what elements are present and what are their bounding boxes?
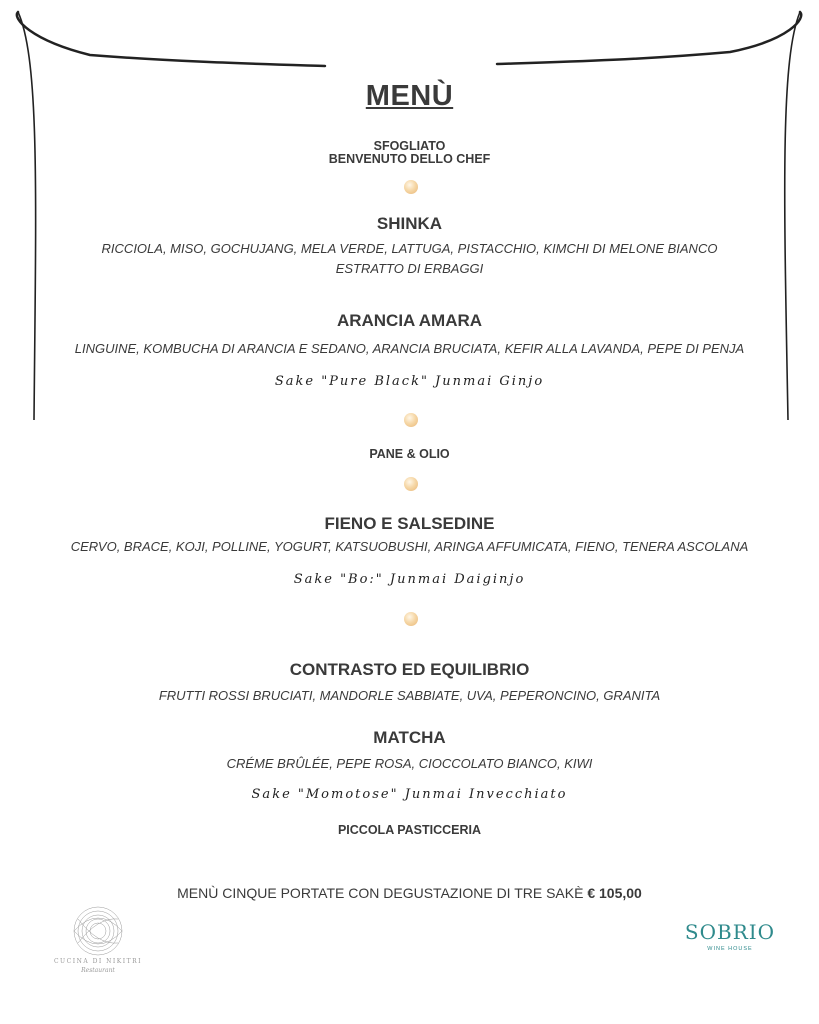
bread-course: PANE & OLIO <box>369 447 450 461</box>
course-description: CRÉME BRÛLÉE, PEPE ROSA, CIOCCOLATO BIANCO, KIWI <box>226 756 593 771</box>
separator-dot <box>404 612 418 626</box>
course-description: RICCIOLA, MISO, GOCHUJANG, MELA VERDE, LATTUGA, PISTACCHIO, KIMCHI DI MELONE BIANCO <box>101 241 718 256</box>
intro-line-2: BENVENUTO DELLO CHEF <box>328 152 491 166</box>
sake-pairing: Sake "Pure Black" Junmai Ginjo <box>274 374 545 389</box>
sake-pairing: Sake "Bo:" Junmai Daiginjo <box>293 572 526 587</box>
separator-dot <box>404 477 418 491</box>
course-description: LINGUINE, KOMBUCHA DI ARANCIA E SEDANO, ARANCIA BRUCIATA, KEFIR ALLA LAVANDA, PEPE DI PENJA <box>74 341 745 356</box>
intro-line-1: SFOGLIATO <box>373 139 446 153</box>
petit-fours: PICCOLA PASTICCERIA <box>337 823 482 837</box>
course-title: SHINKA <box>376 214 443 233</box>
logo-right-name: SOBRIO <box>684 920 776 944</box>
course-title: CONTRASTO ED EQUILIBRIO <box>289 660 530 679</box>
price-amount: € 105,00 <box>587 885 642 901</box>
logo-left-subtext: Restaurant <box>81 967 115 974</box>
logo-left-text: CUCINA DI NIKITRI <box>53 958 143 965</box>
course-description: CERVO, BRACE, KOJI, POLLINE, YOGURT, KATSUOBUSHI, ARINGA AFFUMICATA, FIENO, TENERA ASCOLANA <box>70 539 749 554</box>
price-text: MENÙ CINQUE PORTATE CON DEGUSTAZIONE DI TRE SAKÈ <box>177 885 584 901</box>
page-title: MENÙ <box>365 80 454 112</box>
logo-right-subtext: WINE HOUSE <box>707 946 753 952</box>
separator-dot <box>404 413 418 427</box>
sake-pairing: Sake "Momotose" Junmai Invecchiato <box>251 787 568 802</box>
spiral-logo-icon <box>48 905 148 957</box>
separator-dot <box>404 180 418 194</box>
course-title: MATCHA <box>373 728 446 747</box>
restaurant-logo <box>48 905 148 985</box>
course-title: FIENO E SALSEDINE <box>324 514 495 533</box>
course-description: ESTRATTO DI ERBAGGI <box>335 261 484 276</box>
course-description: FRUTTI ROSSI BRUCIATI, MANDORLE SABBIATE, UVA, PEPERONCINO, GRANITA <box>158 688 661 703</box>
wine-house-logo <box>680 920 780 970</box>
price-line <box>0 885 819 901</box>
course-title: ARANCIA AMARA <box>336 311 483 330</box>
